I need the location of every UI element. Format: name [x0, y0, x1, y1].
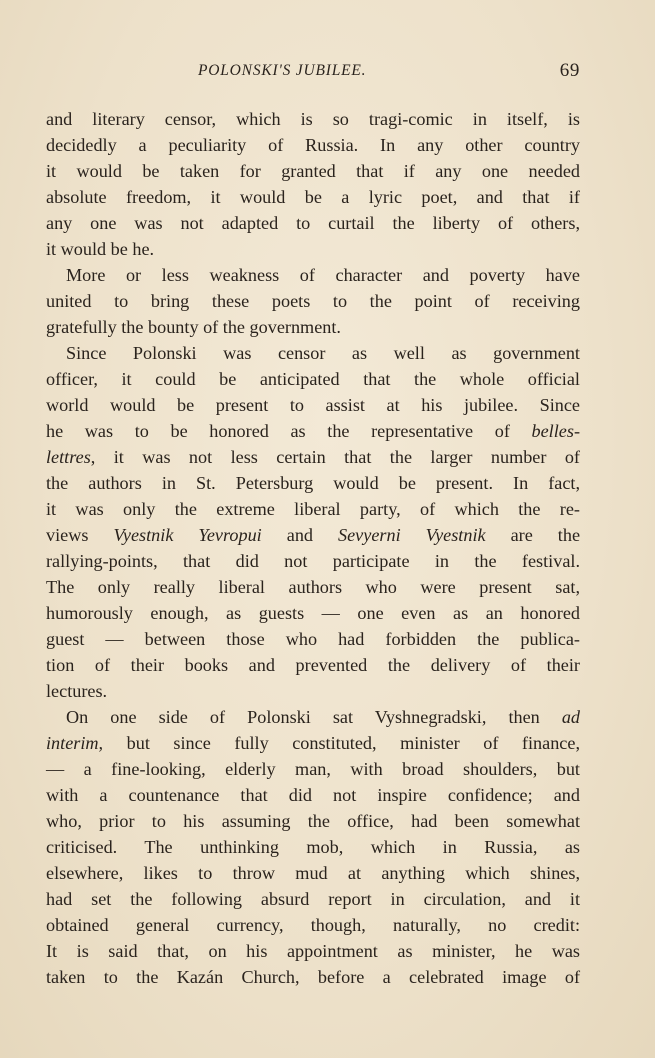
text-line: any one was not adapted to curtail the liberty of others,	[46, 213, 580, 233]
text-line: decidedly a peculiarity of Russia. In any other country	[46, 135, 580, 155]
text-line: and literary censor, which is so tragi-comic in itself, is	[46, 109, 580, 129]
book-page	[46, 60, 580, 990]
text-line: rallying-points, that did not participate in the festival.	[46, 551, 580, 571]
text-line	[46, 730, 580, 756]
text-line: humorously enough, as guests — one even as an honored	[46, 603, 580, 623]
text-line: lectures.	[46, 681, 108, 701]
italic-term-ad: ad	[561, 707, 580, 727]
text-line: — a fine-looking, elderly man, with broad shoulders, but	[46, 759, 580, 779]
text-line	[46, 522, 580, 548]
italic-term-belles: belles-	[531, 421, 580, 441]
text-segment: but since fully constituted, minister of finance,	[103, 733, 580, 753]
text-line: taken to the Kazán Church, before a celebrated image of	[46, 967, 580, 987]
body-text	[46, 106, 580, 990]
text-line: who, prior to his assuming the office, had been somewhat	[46, 811, 580, 831]
text-line: More or less weakness of character and poverty have	[66, 265, 580, 285]
text-segment: views	[46, 525, 114, 545]
text-line: tion of their books and prevented the delivery of their	[46, 655, 580, 675]
text-line: gratefully the bounty of the government.	[46, 317, 341, 337]
italic-title-sevyerni-vyestnik: Sevyerni Vyestnik	[338, 525, 486, 545]
text-line: it would be taken for granted that if any one needed	[46, 161, 580, 181]
text-line: guest — between those who had forbidden the publica-	[46, 629, 580, 649]
text-segment: , it was not less certain that the larger number of	[90, 447, 580, 467]
text-line	[46, 444, 580, 470]
italic-term-interim: interim,	[46, 733, 104, 753]
text-line: officer, it could be anticipated that the whole official	[46, 369, 580, 389]
text-line: with a countenance that did not inspire confidence; and	[46, 785, 580, 805]
text-line: Since Polonski was censor as well as government	[66, 343, 580, 363]
text-line	[46, 418, 580, 444]
page-header	[46, 60, 580, 88]
text-line: it would be he.	[46, 239, 155, 259]
text-segment: and	[261, 525, 339, 545]
paragraph-3	[46, 340, 580, 704]
text-line: elsewhere, likes to throw mud at anything which shines,	[46, 863, 580, 883]
text-line: had set the following absurd report in circulation, and it	[46, 889, 580, 909]
paragraph-2	[46, 262, 580, 340]
running-title: POLONSKI'S JUBILEE.	[198, 62, 367, 79]
paragraph-1	[46, 106, 580, 262]
text-line: absolute freedom, it would be a lyric poet, and that if	[46, 187, 580, 207]
text-line: united to bring these poets to the point of receiving	[46, 291, 580, 311]
italic-title-vyestnik-yevropui: Vyestnik Yevropui	[113, 525, 262, 545]
text-line: the authors in St. Petersburg would be present. In fact,	[46, 473, 580, 493]
text-line	[46, 704, 580, 730]
text-line: obtained general currency, though, naturally, no credit:	[46, 915, 580, 935]
text-segment: he was to be honored as the representative of	[46, 421, 532, 441]
text-line: The only really liberal authors who were present sat,	[46, 577, 580, 597]
text-segment: On one side of Polonski sat Vyshnegradski, then	[66, 707, 562, 727]
text-line: world would be present to assist at his jubilee. Since	[46, 395, 580, 415]
text-line: it was only the extreme liberal party, of which the re-	[46, 499, 580, 519]
text-segment: are the	[485, 525, 581, 545]
paragraph-4	[46, 704, 580, 990]
page-number: 69	[559, 60, 580, 81]
text-line: criticised. The unthinking mob, which in Russia, as	[46, 837, 580, 857]
text-line: It is said that, on his appointment as minister, he was	[46, 941, 580, 961]
italic-term-lettres: lettres	[46, 447, 91, 467]
